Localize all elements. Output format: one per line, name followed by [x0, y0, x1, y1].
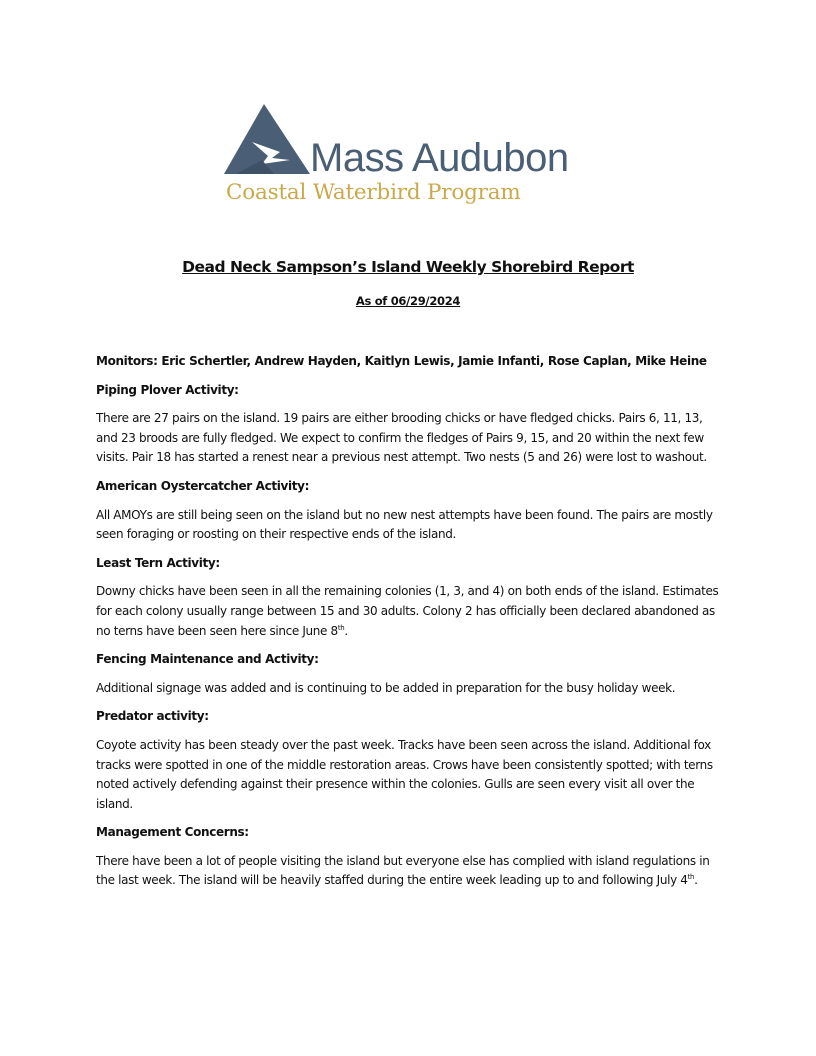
report-body — [96, 352, 724, 900]
predator-text: Coyote activity has been steady over the past week. Tracks have been seen across the island. Additional fox tracks were spotted in one of the middle restoration areas. Crows have been consistently spotted; with terns noted actively defending against their presence within the colonies. Gulls are seen every visit all over the island. — [96, 737, 713, 811]
management-end: . — [694, 873, 698, 888]
management-paragraph — [96, 852, 724, 891]
logo-program: Coastal Waterbird Program — [226, 180, 521, 205]
least-tern-ordinal: th — [337, 623, 345, 632]
oystercatcher-heading: American Oystercatcher Activity: — [96, 478, 310, 493]
least-tern-text: Downy chicks have been seen in all the remaining colonies (1, 3, and 4) on both ends of the island. Estimates for each colony usually range between 15 and 30 adults. Colony 2 has officially been declared abandoned as no terns have been seen here since June 8 — [96, 584, 719, 638]
least-tern-end: . — [344, 623, 348, 638]
least-tern-heading: Least Tern Activity: — [96, 555, 220, 570]
predator-heading: Predator activity: — [96, 709, 209, 724]
fencing-heading: Fencing Maintenance and Activity: — [96, 652, 319, 667]
management-ordinal: th — [687, 873, 695, 882]
logo-name: Mass Audubon — [310, 136, 569, 180]
piping-plover-text: There are 27 pairs on the island. 19 pairs are either brooding chicks or have fledged chicks. Pairs 6, 11, 13, and 23 broods are fully fledged. We expect to confirm the fledges of Pairs 9, 15, and 20 within the next few visits. Pair 18 has started a renest near a previous nest attempt. Two nests (5 and 26) were lost to washout. — [96, 411, 707, 465]
monitors-line: Monitors: Eric Schertler, Andrew Hayden, Kaitlyn Lewis, Jamie Infanti, Rose Caplan, Mike Heine — [96, 354, 707, 368]
management-heading: Management Concerns: — [96, 825, 249, 840]
least-tern-paragraph — [96, 582, 724, 641]
mass-audubon-logo — [222, 100, 569, 212]
management-text: There have been a lot of people visiting the island but everyone else has complied with island regulations in the last week. The island will be heavily staffed during the entire week leading up to and following July 4 — [96, 853, 710, 888]
report-date: As of 06/29/2024 — [355, 294, 461, 308]
fencing-text: Additional signage was added and is continuing to be added in preparation for the busy holiday week. — [96, 680, 676, 695]
audubon-bird-mountain-icon — [222, 100, 314, 178]
oystercatcher-text: All AMOYs are still being seen on the island but no new nest attempts have been found. The pairs are mostly seen foraging or roosting on their respective ends of the island. — [96, 507, 713, 542]
piping-plover-heading: Piping Plover Activity: — [96, 382, 239, 397]
report-title: Dead Neck Sampson’s Island Weekly Shorebird Report — [182, 258, 634, 276]
